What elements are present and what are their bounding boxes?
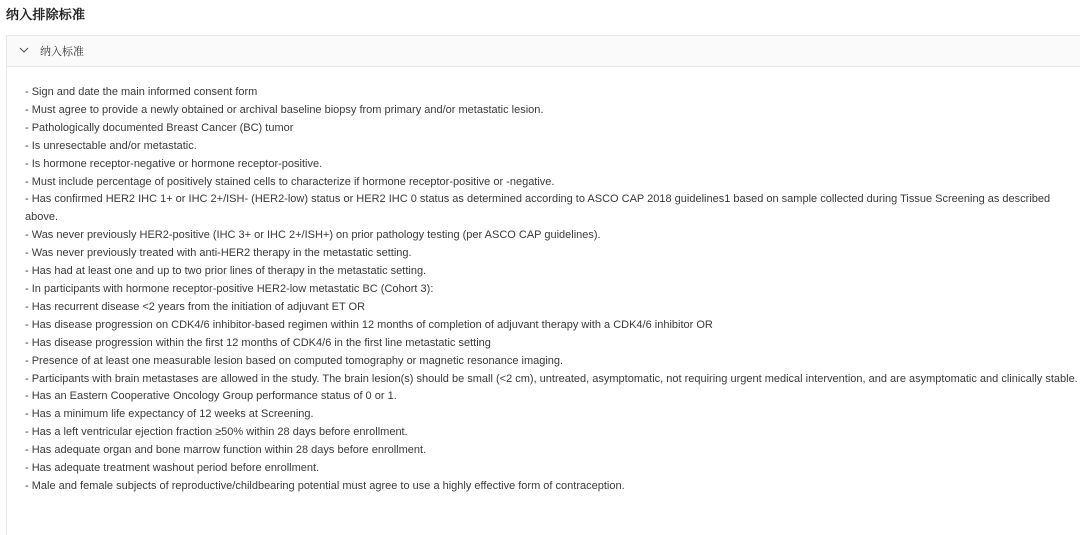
page-title: 纳入排除标准 xyxy=(6,7,86,22)
inclusion-criteria-panel xyxy=(6,35,1080,535)
list-item: - Has recurrent disease <2 years from the initiation of adjuvant ET OR xyxy=(25,300,366,313)
list-item: - Pathologically documented Breast Cancer (BC) tumor xyxy=(25,121,294,134)
list-item: - Has an Eastern Cooperative Oncology Group performance status of 0 or 1. xyxy=(25,390,397,403)
list-item: - Has had at least one and up to two prior lines of therapy in the metastatic setting. xyxy=(25,265,427,278)
list-item: - Has adequate organ and bone marrow function within 28 days before enrollment. xyxy=(25,444,427,457)
panel-title: 纳入标准 xyxy=(40,46,84,58)
list-item: - In participants with hormone receptor-positive HER2-low metastatic BC (Cohort 3): xyxy=(25,282,434,295)
list-item: - Is hormone receptor-negative or hormone receptor-positive. xyxy=(25,157,323,170)
list-item: - Has disease progression on CDK4/6 inhibitor-based regimen within 12 months of completion of adjuvant therapy with a CDK4/6 inhibitor OR xyxy=(25,318,713,331)
criteria-list xyxy=(7,67,1080,496)
list-item: - Must include percentage of positively stained cells to characterize if hormone receptor-positive or -negative. xyxy=(25,175,555,188)
list-item: - Sign and date the main informed consent form xyxy=(25,86,258,98)
inclusion-criteria-header[interactable] xyxy=(7,36,1080,67)
list-item: - Has a minimum life expectancy of 12 weeks at Screening. xyxy=(25,408,314,421)
list-item: - Was never previously HER2-positive (IHC 3+ or IHC 2+/ISH+) on prior pathology testing (per ASCO CAP guidelines). xyxy=(25,229,601,242)
list-item: - Was never previously treated with anti-HER2 therapy in the metastatic setting. xyxy=(25,247,412,260)
list-item: - Has adequate treatment washout period before enrollment. xyxy=(25,462,320,475)
list-item: - Participants with brain metastases are allowed in the study. The brain lesion(s) should be small (<2 cm), untreated, asymptomatic, not requiring urgent medical intervention, and are asymptomatic and clinically stable. xyxy=(25,372,1078,385)
list-item: - Has a left ventricular ejection fraction ≥50% within 28 days before enrollment. xyxy=(25,426,408,439)
chevron-down-icon[interactable] xyxy=(19,45,29,55)
list-item: - Presence of at least one measurable lesion based on computed tomography or magnetic resonance imaging. xyxy=(25,354,564,367)
list-item: - Must agree to provide a newly obtained or archival baseline biopsy from primary and/or metastatic lesion. xyxy=(25,103,544,116)
list-item: - Has confirmed HER2 IHC 1+ or IHC 2+/ISH- (HER2-low) status or HER2 IHC 0 status as determined according to ASCO CAP 2018 guidelines1 based on sample collected during Tissue Screening as described above. xyxy=(25,193,1051,224)
list-item: - Male and female subjects of reproductive/childbearing potential must agree to use a highly effective form of contraception. xyxy=(25,479,625,492)
list-item: - Has disease progression within the first 12 months of CDK4/6 in the first line metastatic setting xyxy=(25,336,491,349)
list-item: - Is unresectable and/or metastatic. xyxy=(25,139,197,152)
